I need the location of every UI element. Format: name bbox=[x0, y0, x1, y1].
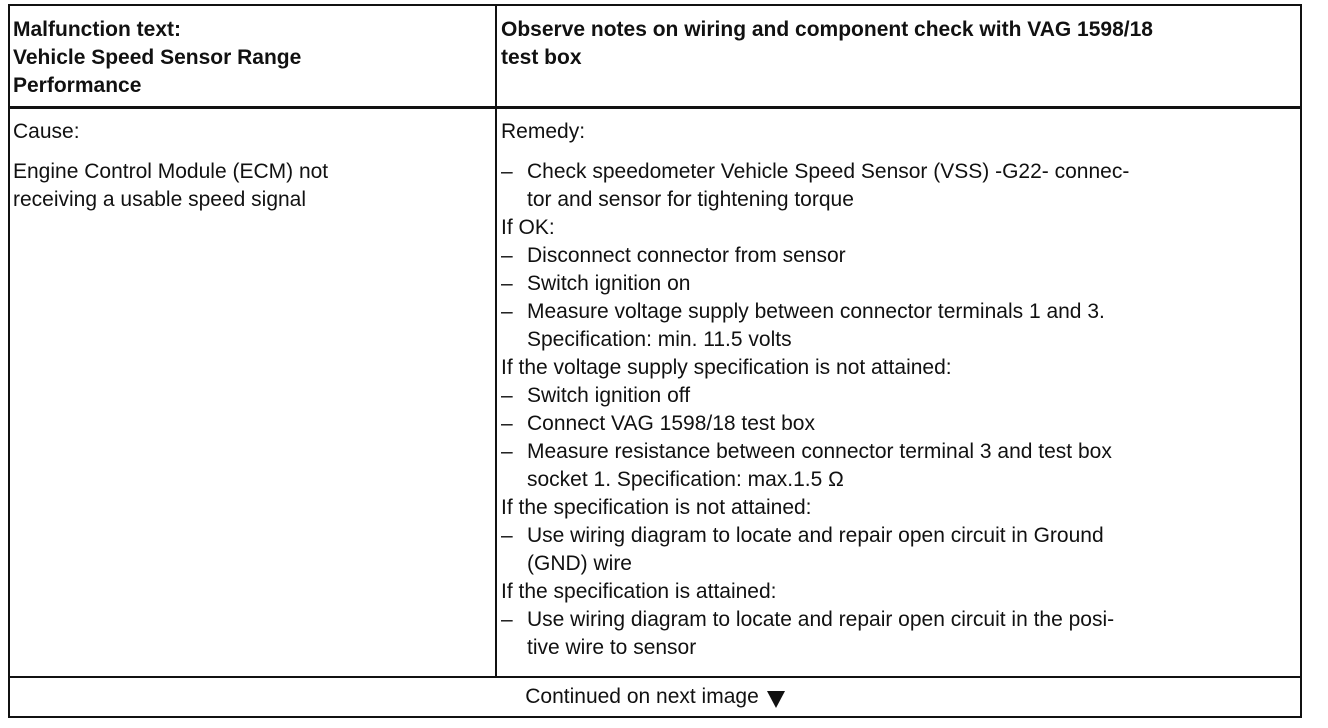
step-text: Switch ignition on bbox=[527, 272, 691, 295]
remedy-step bbox=[501, 410, 1299, 438]
dash-bullet: – bbox=[501, 524, 513, 547]
remedy-step bbox=[501, 522, 1299, 578]
condition-text: If OK: bbox=[501, 216, 555, 239]
dash-bullet: – bbox=[501, 440, 513, 463]
heading-line: Performance bbox=[13, 74, 142, 97]
step-text: Use wiring diagram to locate and repair open circuit in the posi- bbox=[527, 608, 1115, 631]
cause-text: receiving a usable speed signal bbox=[13, 188, 307, 211]
remedy-step bbox=[501, 298, 1299, 354]
step-text: Use wiring diagram to locate and repair open circuit in Ground bbox=[527, 524, 1104, 547]
step-text: Switch ignition off bbox=[527, 384, 691, 407]
cause-text: Engine Control Module (ECM) not bbox=[13, 160, 329, 183]
dash-bullet: – bbox=[501, 272, 513, 295]
remedy-step bbox=[501, 270, 1299, 298]
heading-line: Observe notes on wiring and component check with VAG 1598/18 bbox=[501, 18, 1153, 41]
step-text: Measure voltage supply between connector terminals 1 and 3. bbox=[527, 300, 1105, 323]
dash-bullet: – bbox=[501, 300, 513, 323]
malfunction-heading bbox=[13, 16, 491, 100]
remedy-step bbox=[501, 606, 1299, 662]
continued-footer bbox=[10, 678, 1300, 716]
cause-cell bbox=[13, 118, 491, 214]
step-text: Connect VAG 1598/18 test box bbox=[527, 412, 815, 435]
step-text: socket 1. Specification: max.1.5 Ω bbox=[527, 468, 844, 491]
dash-bullet: – bbox=[501, 160, 513, 183]
down-triangle-icon bbox=[767, 691, 785, 708]
step-text: (GND) wire bbox=[527, 552, 632, 575]
dash-bullet: – bbox=[501, 608, 513, 631]
heading-line: Vehicle Speed Sensor Range bbox=[13, 46, 302, 69]
remedy-cell bbox=[501, 118, 1299, 662]
step-text: tive wire to sensor bbox=[527, 636, 697, 659]
remedy-label: Remedy: bbox=[501, 120, 586, 143]
remedy-step bbox=[501, 158, 1299, 214]
remedy-step bbox=[501, 438, 1299, 494]
remedy-step bbox=[501, 382, 1299, 410]
continued-text: Continued on next image bbox=[525, 685, 759, 708]
condition-text: If the specification is attained: bbox=[501, 580, 777, 603]
header-divider bbox=[10, 106, 1300, 109]
document-table bbox=[8, 4, 1302, 718]
condition-text: If the specification is not attained: bbox=[501, 496, 812, 519]
step-text: Check speedometer Vehicle Speed Sensor (VSS) -G22- connec- bbox=[527, 160, 1130, 183]
heading-line: Malfunction text: bbox=[13, 18, 181, 41]
cause-label: Cause: bbox=[13, 120, 80, 143]
step-text: Measure resistance between connector terminal 3 and test box bbox=[527, 440, 1112, 463]
dash-bullet: – bbox=[501, 244, 513, 267]
notes-heading bbox=[501, 16, 1299, 72]
remedy-step bbox=[501, 242, 1299, 270]
step-text: Disconnect connector from sensor bbox=[527, 244, 846, 267]
dash-bullet: – bbox=[501, 412, 513, 435]
dash-bullet: – bbox=[501, 384, 513, 407]
heading-line: test box bbox=[501, 46, 582, 69]
step-text: tor and sensor for tightening torque bbox=[527, 188, 854, 211]
condition-text: If the voltage supply specification is not attained: bbox=[501, 356, 952, 379]
step-text: Specification: min. 11.5 volts bbox=[527, 328, 792, 351]
